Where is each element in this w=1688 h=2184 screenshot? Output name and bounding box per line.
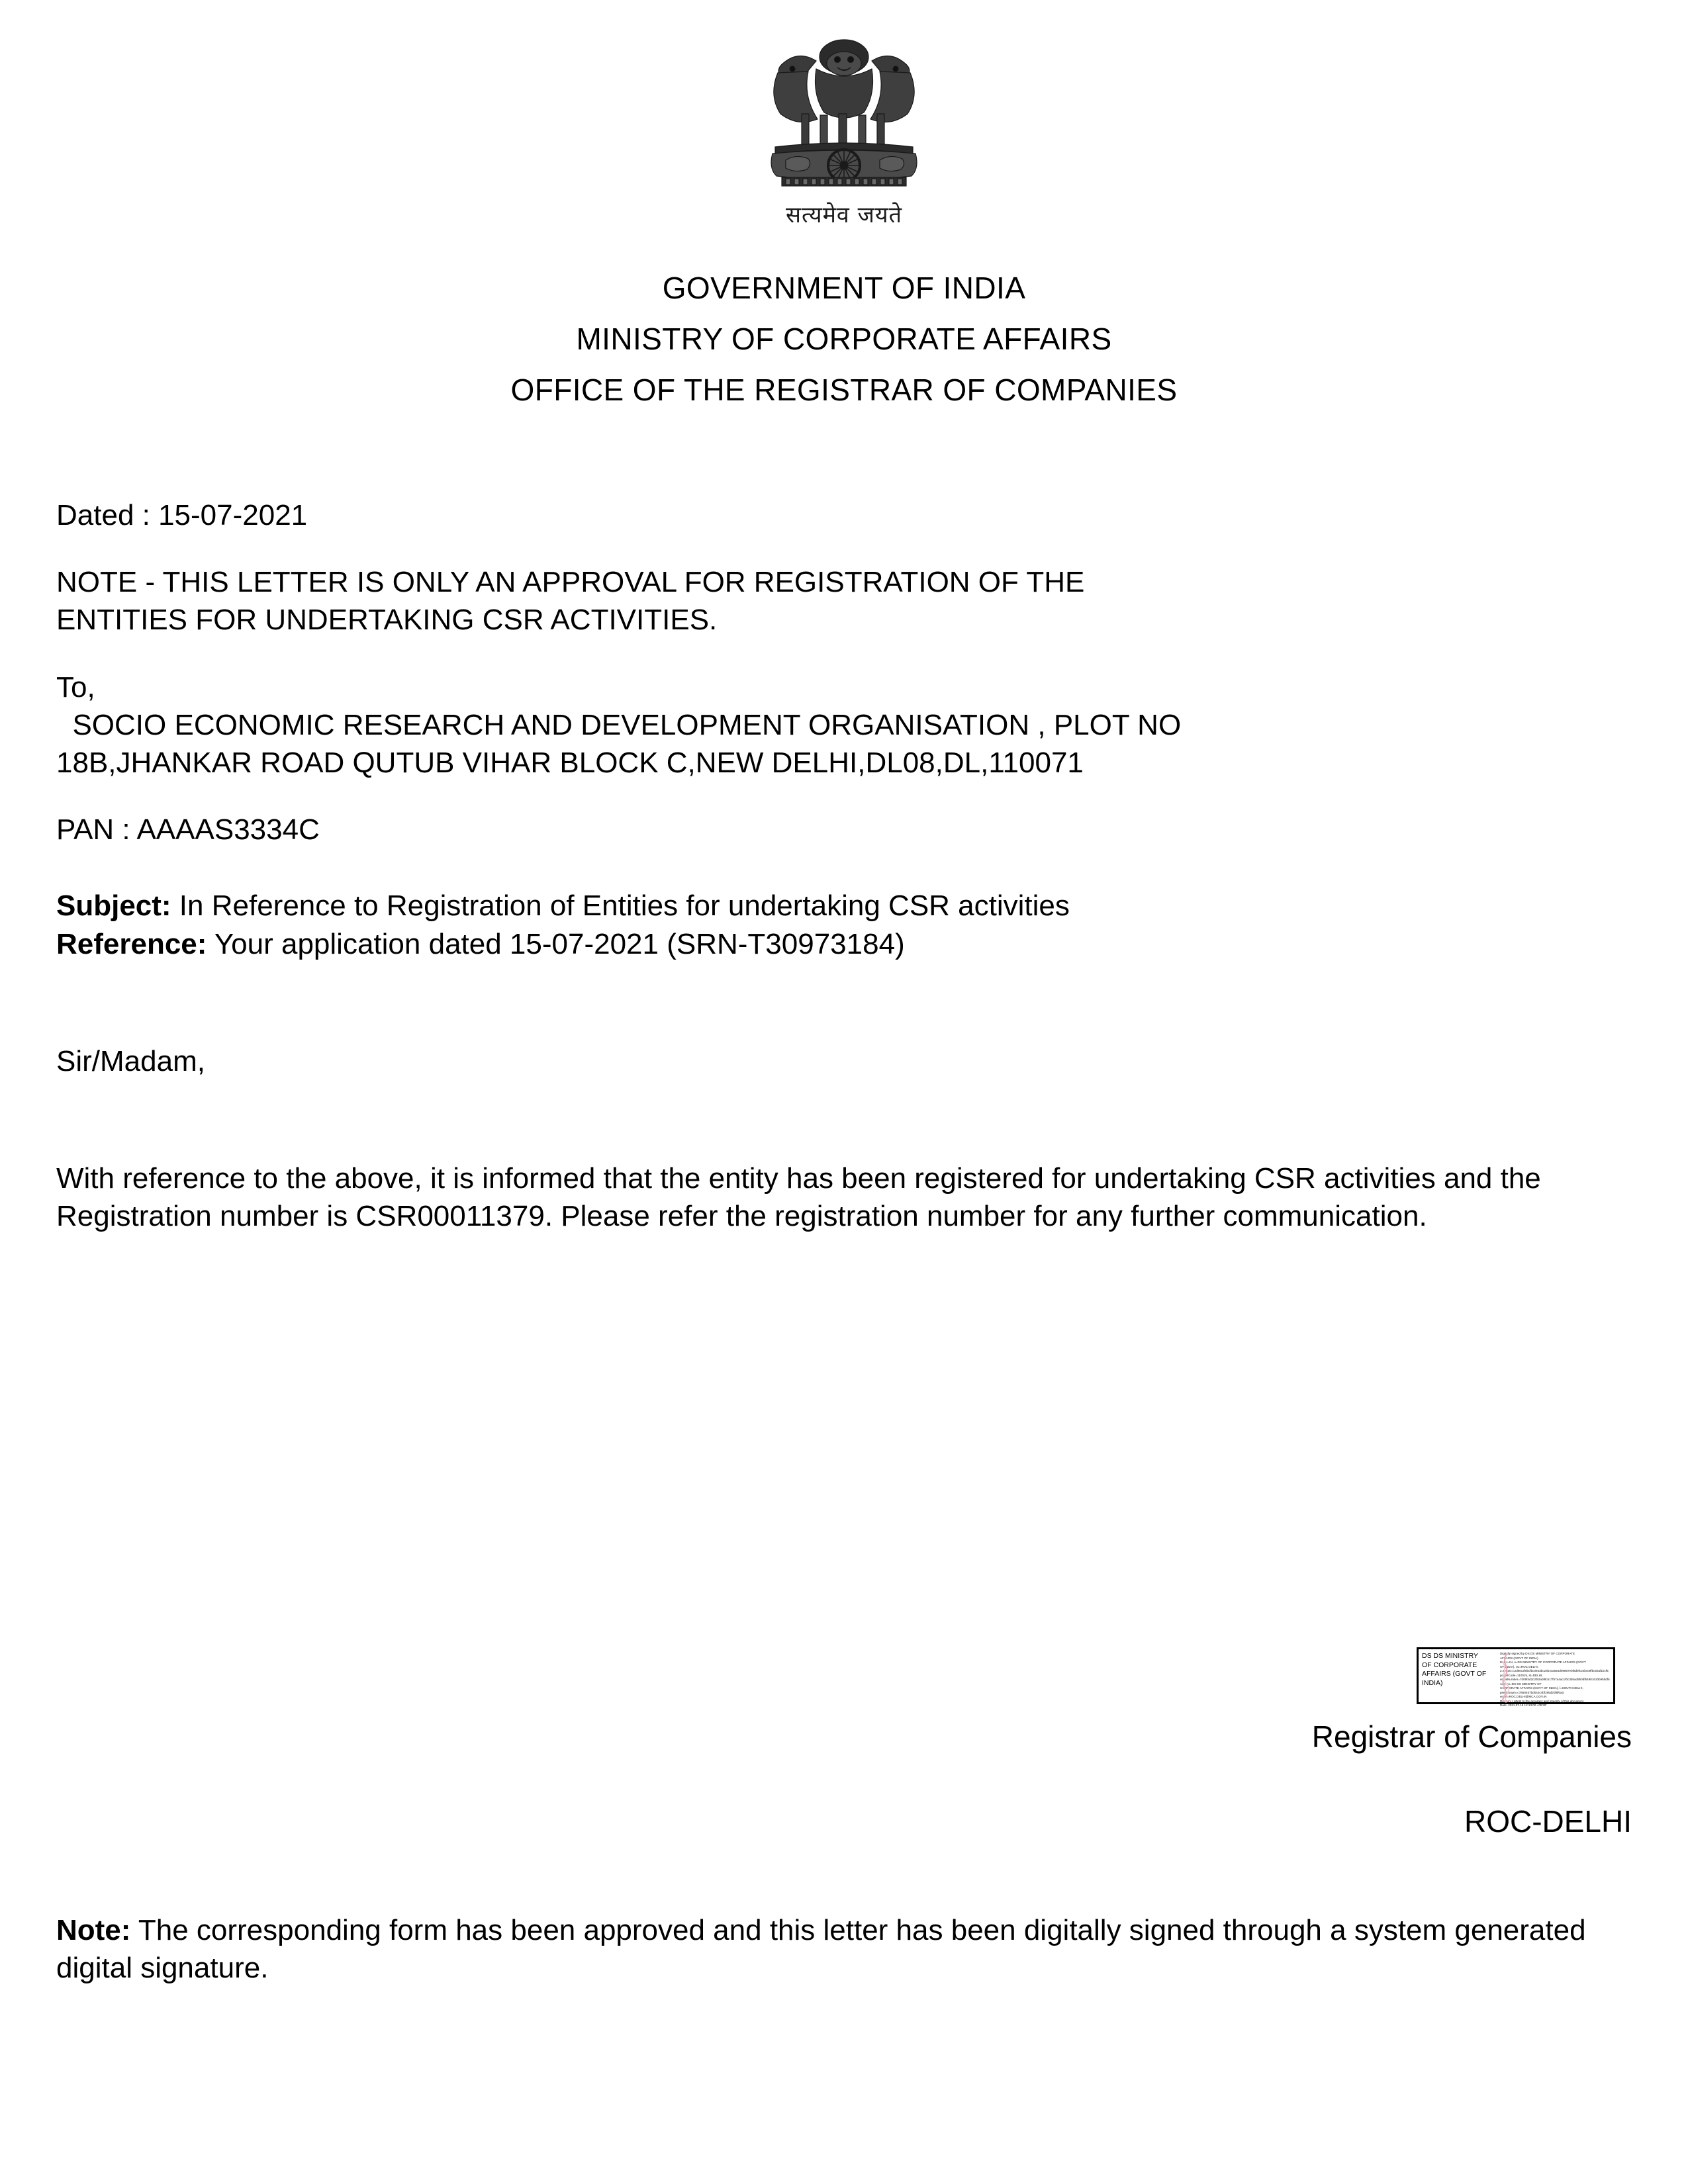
digital-signature-stamp — [1417, 1647, 1615, 1707]
footer-note-text: The corresponding form has been approved and this letter has been digitally signed through a system generated digital signature. — [56, 1914, 1586, 1985]
reference-line — [56, 925, 1645, 963]
signature-detail-line-2: AFFAIRS (GOVT OF INDIA) — [1500, 1656, 1538, 1660]
subject-line — [56, 887, 1645, 925]
spacer — [56, 848, 1645, 887]
salutation: Sir/Madam, — [56, 1044, 205, 1077]
signature-detail-line-3: DN: c=IN, o=DS MINISTRY OF CORPORATE AFFAIRS (GOVT — [1500, 1661, 1586, 1664]
signature-detail-line-5: 2.5.4.20=c2d60c2f0bcfbc0943bc26b4ca645d09867ebf8d9fc24bc09fbc92af1bcf9, postalCode=110019, st=DELHI, — [1500, 1669, 1609, 1677]
signer-name-line-3: AFFAIRS (GOVT OF — [1422, 1670, 1487, 1678]
pan-number: PAN : AAAAS3334C — [56, 813, 320, 846]
to-label: To, — [56, 670, 95, 704]
spacer — [56, 1080, 1645, 1160]
note-banner-line-1: NOTE - THIS LETTER IS ONLY AN APPROVAL FOR REGISTRATION OF THE — [56, 566, 1085, 599]
signature-detail-line-11: Date: 2021.07.15 12:13:00 +05'30' — [1500, 1704, 1547, 1707]
signature-detail-line-9: email=ROC.DELHI@MCA.GOV.IN — [1500, 1695, 1547, 1699]
reference-text: Your application dated 15-07-2021 (SRN-T30973184) — [207, 927, 905, 960]
state-emblem-of-india-icon — [738, 34, 950, 233]
subject-label: Subject: — [56, 889, 171, 923]
addressee-line-2: 18B,JHANKAR ROAD QUTUB VIHAR BLOCK C,NEW DELHI,DL08,DL,110071 — [56, 746, 1084, 779]
note-banner-line-2: ENTITIES FOR UNDERTAKING CSR ACTIVITIES. — [56, 604, 718, 637]
signer-name-line-4: INDIA) — [1422, 1678, 1443, 1687]
signer-name-line-2: OF CORPORATE — [1422, 1661, 1477, 1669]
header-ministry-of-corporate-affairs: MINISTRY OF CORPORATE AFFAIRS — [576, 322, 1112, 356]
signer-name-line-1: DS DS MINISTRY — [1422, 1652, 1478, 1660]
signature-detail-line-8: pseudonym=c7850457bd042c4bf295d20f8f0a0, — [1500, 1690, 1565, 1694]
footer-note-label: Note: — [56, 1914, 131, 1946]
signatory-office: ROC-DELHI — [1464, 1804, 1632, 1839]
signatory-title: Registrar of Companies — [1311, 1719, 1632, 1754]
reference-label: Reference: — [56, 927, 207, 960]
addressee-line-1: SOCIO ECONOMIC RESEARCH AND DEVELOPMENT ORGANISATION , PLOT NO — [56, 708, 1182, 741]
footer-note — [56, 1911, 1599, 1987]
header-office-of-registrar-of-companies: OFFICE OF THE REGISTRAR OF COMPANIES — [510, 373, 1178, 407]
header-government-of-india: GOVERNMENT OF INDIA — [662, 271, 1026, 305]
letter-date: Dated : 15-07-2021 — [56, 499, 308, 531]
letter-body — [56, 496, 1645, 1235]
spacer — [56, 963, 1645, 1042]
signature-detail-line-1: Digitally signed by DS DS MINISTRY OF CORPORATE — [1500, 1652, 1575, 1655]
signature-detail-line-4: OF INDIA), ou=ROC DELHI, — [1500, 1664, 1539, 1668]
subject-text: In Reference to Registration of Entities for undertaking CSR activities — [171, 889, 1070, 923]
signature-detail-line-10: Reason: I attest to the accuracy and integrity of this document — [1500, 1699, 1583, 1703]
emblem-motto: सत्यमेव जयते — [786, 202, 902, 228]
signature-signer-name — [1419, 1649, 1498, 1702]
body-paragraph: With reference to the above, it is informed that the entity has been registered for undertaking CSR activities and the Registration number is CSR00011379. Please refer the registration number for any further communication. — [56, 1161, 1550, 1233]
signature-detail-line-6: serialNumber=7d09f4d2c2f92abf8cb17fb7a4ac1f0c3bbad9b0dfb4901610b95bdf61d0, cn=DS DS MINISTRY OF — [1500, 1678, 1610, 1686]
spacer — [56, 639, 1645, 668]
spacer — [56, 782, 1645, 811]
signature-detail-line-7: CORPORATE AFFAIRS (GOVT OF INDIA), l=SOUTH DELHI, — [1500, 1686, 1583, 1690]
emblem-container — [0, 34, 1688, 233]
spacer — [56, 534, 1645, 563]
signature-details — [1498, 1649, 1613, 1707]
